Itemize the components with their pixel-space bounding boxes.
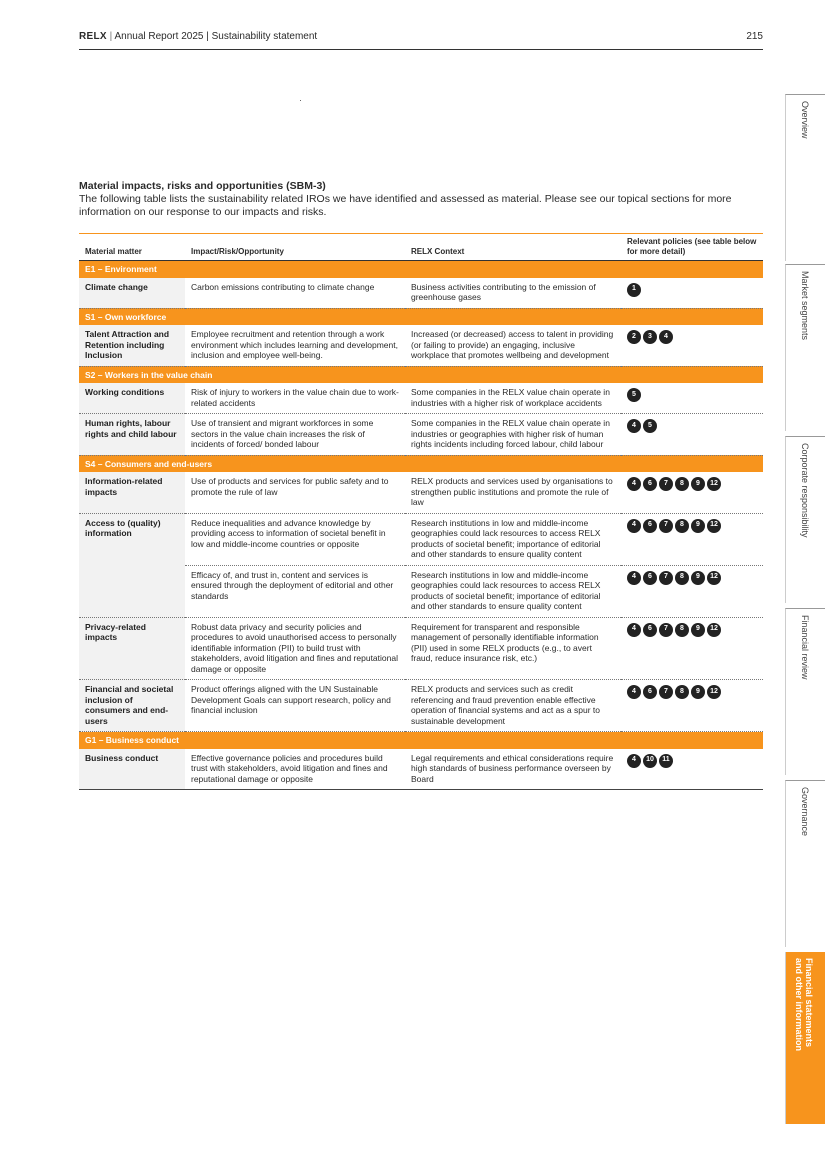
policy-badge: 4 bbox=[627, 477, 641, 491]
policy-badge: 6 bbox=[643, 477, 657, 491]
table-row bbox=[79, 325, 763, 366]
column-header: RELX Context bbox=[405, 234, 621, 261]
section-row-s1: S1 – Own workforce bbox=[79, 308, 763, 325]
table-row bbox=[79, 680, 763, 732]
iro-table bbox=[79, 233, 763, 790]
sidebar-tab-label: Financial statements and other information bbox=[794, 958, 814, 1051]
report-title: Annual Report 2025 | Sustainability statement bbox=[114, 31, 318, 42]
policies-cell bbox=[621, 680, 763, 732]
table-row bbox=[79, 617, 763, 680]
policy-badge: 9 bbox=[691, 477, 705, 491]
material-matter: Working conditions bbox=[79, 383, 185, 414]
policies-cell bbox=[621, 278, 763, 309]
section-row-e1: E1 – Environment bbox=[79, 261, 763, 278]
material-matter: Financial and societal inclusion of consumers and end-users bbox=[79, 680, 185, 732]
column-header: Relevant policies (see table below for more detail) bbox=[621, 234, 763, 261]
impact-cell: Risk of injury to workers in the value chain due to work-related accidents bbox=[185, 383, 405, 414]
policy-badge: 8 bbox=[675, 623, 689, 637]
policy-badge: 12 bbox=[707, 571, 721, 585]
policy-badge: 10 bbox=[643, 754, 657, 768]
brand-name: RELX bbox=[79, 31, 107, 42]
policy-badge: 1 bbox=[627, 283, 641, 297]
policy-badge: 12 bbox=[707, 477, 721, 491]
table-row bbox=[79, 472, 763, 513]
column-header: Material matter bbox=[79, 234, 185, 261]
column-header: Impact/Risk/Opportunity bbox=[185, 234, 405, 261]
sidebar-tab-label: Overview bbox=[800, 101, 810, 139]
policies-cell bbox=[621, 414, 763, 456]
impact-cell: Carbon emissions contributing to climate change bbox=[185, 278, 405, 309]
policies-cell bbox=[621, 325, 763, 366]
policy-badge: 3 bbox=[643, 330, 657, 344]
table-row bbox=[79, 278, 763, 309]
policy-badge: 4 bbox=[627, 419, 641, 433]
material-matter: Human rights, labour rights and child labour bbox=[79, 414, 185, 456]
table-row bbox=[79, 414, 763, 456]
context-cell: Some companies in the RELX value chain operate in industries with a higher risk of workplace accidents bbox=[405, 383, 621, 414]
impact-cell: Effective governance policies and procedures build trust with stakeholders, avoid litigation and fines and reputational damage or opposite bbox=[185, 749, 405, 790]
intro-text: The following table lists the sustainability related IROs we have identified and assessed as material. Please see our topical sections for more information on our response to our impacts and risks. bbox=[79, 193, 732, 218]
table-row bbox=[79, 513, 763, 565]
sidebar-tab-financial-statements[interactable] bbox=[785, 952, 825, 1124]
policy-badge: 8 bbox=[675, 519, 689, 533]
context-cell: Some companies in the RELX value chain operate in industries or geographies with higher risk of human rights incidents including forced labour, child labour bbox=[405, 414, 621, 456]
page-header: RELX | Annual Report 2025 | Sustainability statement 215 bbox=[79, 31, 763, 50]
sidebar-tab-governance[interactable] bbox=[785, 780, 825, 947]
section-title: Material impacts, risks and opportunities (SBM-3) bbox=[79, 180, 326, 192]
policy-badge: 4 bbox=[627, 754, 641, 768]
impact-cell: Efficacy of, and trust in, content and services is ensured through the deployment of editorial and other standards bbox=[185, 565, 405, 617]
impact-cell: Robust data privacy and security policies and procedures to avoid unauthorised access to personally identifiable information (PII) to build trust with stakeholders, avoid litigation and fines and reputational damage or opposite bbox=[185, 617, 405, 680]
impact-cell: Use of transient and migrant workforces in some sectors in the value chain increases the risk of incidents of forced/ bonded labour bbox=[185, 414, 405, 456]
policy-badge: 12 bbox=[707, 623, 721, 637]
policy-badge: 2 bbox=[627, 330, 641, 344]
policies-cell bbox=[621, 513, 763, 565]
policy-badge: 7 bbox=[659, 519, 673, 533]
policy-badge: 9 bbox=[691, 623, 705, 637]
policies-cell bbox=[621, 472, 763, 513]
material-matter: Talent Attraction and Retention including Inclusion bbox=[79, 325, 185, 366]
material-matter: Climate change bbox=[79, 278, 185, 309]
page-number: 215 bbox=[746, 31, 763, 42]
section-row-s2: S2 – Workers in the value chain bbox=[79, 366, 763, 383]
policy-badge: 8 bbox=[675, 477, 689, 491]
policies-cell bbox=[621, 749, 763, 790]
impact-cell: Employee recruitment and retention through a work environment which includes learning and development, inclusion and employee well-being. bbox=[185, 325, 405, 366]
policy-badge: 9 bbox=[691, 519, 705, 533]
table-row bbox=[79, 749, 763, 790]
policy-badge: 8 bbox=[675, 685, 689, 699]
context-cell: Business activities contributing to the emission of greenhouse gases bbox=[405, 278, 621, 309]
policy-badge: 6 bbox=[643, 519, 657, 533]
context-cell: RELX products and services such as credit referencing and fraud prevention enable effective operation of financial systems and act as a spur to sustainable development bbox=[405, 680, 621, 732]
context-cell: Increased (or decreased) access to talent in providing (or failing to provide) an engaging, inclusive workplace that promotes wellbeing and development bbox=[405, 325, 621, 366]
policy-badge: 7 bbox=[659, 477, 673, 491]
policies-cell bbox=[621, 617, 763, 680]
material-matter: Information-related impacts bbox=[79, 472, 185, 513]
policy-badge: 11 bbox=[659, 754, 673, 768]
sidebar-tab-label: Corporate responsibility bbox=[800, 443, 810, 538]
table-row bbox=[79, 383, 763, 414]
sidebar-tab-financial-review[interactable] bbox=[785, 608, 825, 775]
context-cell: Research institutions in low and middle-income geographies could lack resources to access RELX products of societal benefit; importance of editorial and other standards to ensure quality content bbox=[405, 513, 621, 565]
sidebar-tab-overview[interactable] bbox=[785, 94, 825, 261]
policy-badge: 6 bbox=[643, 623, 657, 637]
policy-badge: 4 bbox=[627, 519, 641, 533]
context-cell: Research institutions in low and middle-income geographies could lack resources to access RELX products of societal benefit; importance of editorial and other standards to ensure quality content bbox=[405, 565, 621, 617]
material-matter: Privacy-related impacts bbox=[79, 617, 185, 680]
sidebar-tab-corporate-responsibility[interactable] bbox=[785, 436, 825, 603]
intro-block bbox=[79, 180, 763, 219]
policy-badge: 4 bbox=[659, 330, 673, 344]
policy-badge: 6 bbox=[643, 685, 657, 699]
policy-badge: 6 bbox=[643, 571, 657, 585]
policy-badge: 12 bbox=[707, 519, 721, 533]
policy-badge: 4 bbox=[627, 685, 641, 699]
material-matter: Access to (quality) information bbox=[79, 513, 185, 617]
section-row-g1: G1 – Business conduct bbox=[79, 732, 763, 749]
policy-badge: 5 bbox=[643, 419, 657, 433]
policy-badge: 8 bbox=[675, 571, 689, 585]
material-matter: Business conduct bbox=[79, 749, 185, 790]
context-cell: Requirement for transparent and responsible management of personally identifiable information (PII) used in some RELX products (e.g., to avert fraud, reduce insurance risk, etc.) bbox=[405, 617, 621, 680]
impact-cell: Product offerings aligned with the UN Sustainable Development Goals can support research, policy and financial inclusion bbox=[185, 680, 405, 732]
impact-cell: Use of products and services for public safety and to promote the rule of law bbox=[185, 472, 405, 513]
sidebar-tab-market-segments[interactable] bbox=[785, 264, 825, 431]
stray-mark bbox=[300, 100, 301, 101]
sidebar-tab-label: Governance bbox=[800, 787, 810, 837]
policy-badge: 4 bbox=[627, 571, 641, 585]
table-header-row bbox=[79, 234, 763, 261]
sidebar-tab-label: Market segments bbox=[800, 271, 810, 341]
policy-badge: 7 bbox=[659, 571, 673, 585]
policies-cell bbox=[621, 383, 763, 414]
policy-badge: 12 bbox=[707, 685, 721, 699]
context-cell: Legal requirements and ethical considerations require high standards of business performance overseen by Board bbox=[405, 749, 621, 790]
section-row-s4: S4 – Consumers and end-users bbox=[79, 455, 763, 472]
context-cell: RELX products and services used by organisations to strengthen public institutions and promote the rule of law bbox=[405, 472, 621, 513]
policies-cell bbox=[621, 565, 763, 617]
policy-badge: 7 bbox=[659, 685, 673, 699]
policy-badge: 4 bbox=[627, 623, 641, 637]
policy-badge: 9 bbox=[691, 685, 705, 699]
policy-badge: 7 bbox=[659, 623, 673, 637]
impact-cell: Reduce inequalities and advance knowledge by providing access to information of societal benefit in low and middle-income countries or opposite bbox=[185, 513, 405, 565]
policy-badge: 5 bbox=[627, 388, 641, 402]
sidebar-tab-label: Financial review bbox=[800, 615, 810, 680]
policy-badge: 9 bbox=[691, 571, 705, 585]
